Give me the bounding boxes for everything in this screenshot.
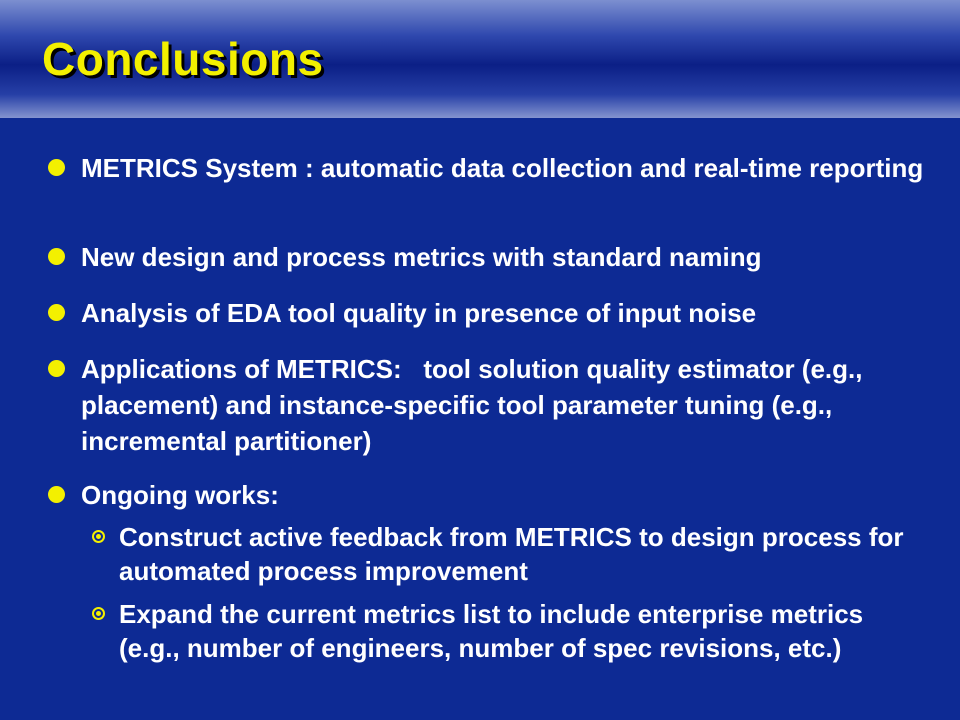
bullet-dot-icon — [48, 486, 65, 503]
sub-bullet-item — [92, 520, 922, 588]
target-circle-icon — [92, 530, 105, 543]
bullet-text: Applications of METRICS: tool solution quality estimator (e.g., placement) and instance-specific tool parameter tuning (e.g., incremental partitioner) — [81, 354, 870, 456]
bullet-text: Analysis of EDA tool quality in presence of input noise — [81, 298, 757, 328]
slide-title: Conclusions — [42, 33, 324, 85]
bullet-dot-icon — [48, 248, 65, 265]
bullet-dot-icon — [48, 304, 65, 321]
target-circle-icon — [92, 607, 105, 620]
bullet-text: Ongoing works: — [81, 480, 279, 510]
bullet-dot-icon — [48, 360, 65, 377]
bullet-text: METRICS System : automatic data collection and real-time reporting — [81, 153, 924, 183]
bullet-dot-icon — [48, 159, 65, 176]
bullet-item — [48, 295, 928, 331]
sub-bullet-text: Construct active feedback from METRICS to design process for automated process improvement — [119, 522, 904, 586]
bullet-item — [48, 477, 928, 513]
bullet-text: New design and process metrics with standard naming — [81, 242, 762, 272]
bullet-item — [48, 239, 928, 275]
sub-bullet-text: Expand the current metrics list to include enterprise metrics (e.g., number of engineers, number of spec revisions, etc.) — [119, 599, 864, 663]
sub-bullet-item — [92, 597, 922, 665]
bullet-item — [48, 150, 928, 186]
bullet-item — [48, 351, 928, 459]
